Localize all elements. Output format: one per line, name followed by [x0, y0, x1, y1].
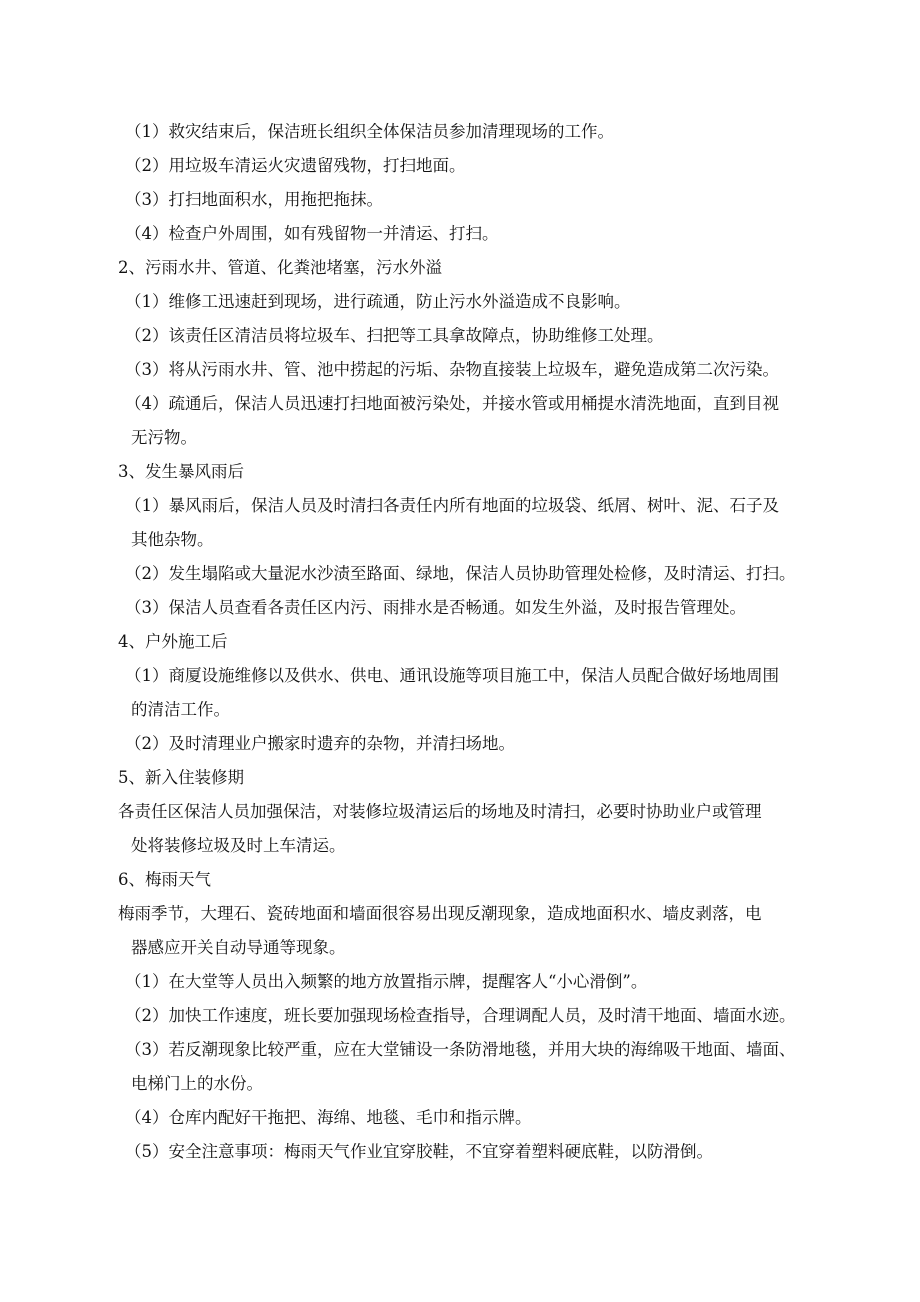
- text-line: 电梯门上的水份。: [131, 1074, 263, 1093]
- text-line: 5、新入住装修期: [118, 768, 244, 787]
- text-line: 梅雨季节，大理石、瓷砖地面和墙面很容易出现反潮现象，造成地面积水、墙皮剥落，电: [118, 904, 762, 923]
- text-line: 2、污雨水井、管道、化粪池堵塞，污水外溢: [118, 258, 442, 277]
- text-line: 其他杂物。: [131, 530, 214, 549]
- text-line: （3）若反潮现象比较严重，应在大堂铺设一条防滑地毯，并用大块的海绵吸干地面、墙面、: [125, 1040, 796, 1059]
- text-line: （2）及时清理业户搬家时遗弃的杂物，并清扫场地。: [125, 734, 515, 753]
- text-line: （2）该责任区清洁员将垃圾车、扫把等工具拿故障点，协助维修工处理。: [125, 326, 664, 345]
- text-line: （5）安全注意事项：梅雨天气作业宜穿胶鞋，不宜穿着塑料硬底鞋，以防滑倒。: [125, 1142, 713, 1161]
- text-line: 4、户外施工后: [118, 632, 228, 651]
- text-line: （3）保洁人员查看各责任区内污、雨排水是否畅通。如发生外溢，及时报告管理处。: [125, 598, 746, 617]
- text-line: （4）检查户外周围，如有残留物一并清运、打扫。: [125, 224, 499, 243]
- text-line: 器感应开关自动导通等现象。: [131, 938, 346, 957]
- document-body: [118, 115, 844, 1169]
- text-line: （1）商厦设施维修以及供水、供电、通讯设施等项目施工中，保洁人员配合做好场地周围: [125, 666, 779, 685]
- text-line: 无污物。: [131, 428, 197, 447]
- text-line: （1）维修工迅速赶到现场，进行疏通，防止污水外溢造成不良影响。: [125, 292, 631, 311]
- text-line: （1）救灾结束后，保洁班长组织全体保洁员参加清理现场的工作。: [125, 122, 614, 141]
- text-line: （4）仓库内配好干拖把、海绵、地毯、毛巾和指示牌。: [125, 1108, 532, 1127]
- text-line: 各责任区保洁人员加强保洁，对装修垃圾清运后的场地及时清扫，必要时协助业户或管理: [118, 802, 762, 821]
- text-line: （1）在大堂等人员出入频繁的地方放置指示牌，提醒客人“小心滑倒”。: [125, 972, 648, 991]
- text-line: 处将装修垃圾及时上车清运。: [131, 836, 346, 855]
- text-line: （1）暴风雨后，保洁人员及时清扫各责任内所有地面的垃圾袋、纸屑、树叶、泥、石子及: [125, 496, 779, 515]
- text-line: （2）用垃圾车清运火灾遗留残物，打扫地面。: [125, 156, 466, 175]
- text-line: （3）打扫地面积水，用拖把拖抹。: [125, 190, 383, 209]
- text-line: （3）将从污雨水井、管、池中捞起的污垢、杂物直接装上垃圾车，避免造成第二次污染。: [125, 360, 779, 379]
- text-line: （4）疏通后，保洁人员迅速打扫地面被污染处，并接水管或用桶提水清洗地面，直到目视: [125, 394, 779, 413]
- text-line: 3、发生暴风雨后: [118, 462, 244, 481]
- text-line: 的清洁工作。: [131, 700, 230, 719]
- text-line: 6、梅雨天气: [118, 870, 211, 889]
- text-line: （2）发生塌陷或大量泥水沙渍至路面、绿地，保洁人员协助管理处检修，及时清运、打扫。: [125, 564, 796, 583]
- text-line: （2）加快工作速度，班长要加强现场检查指导，合理调配人员，及时清干地面、墙面水迹。: [125, 1006, 796, 1025]
